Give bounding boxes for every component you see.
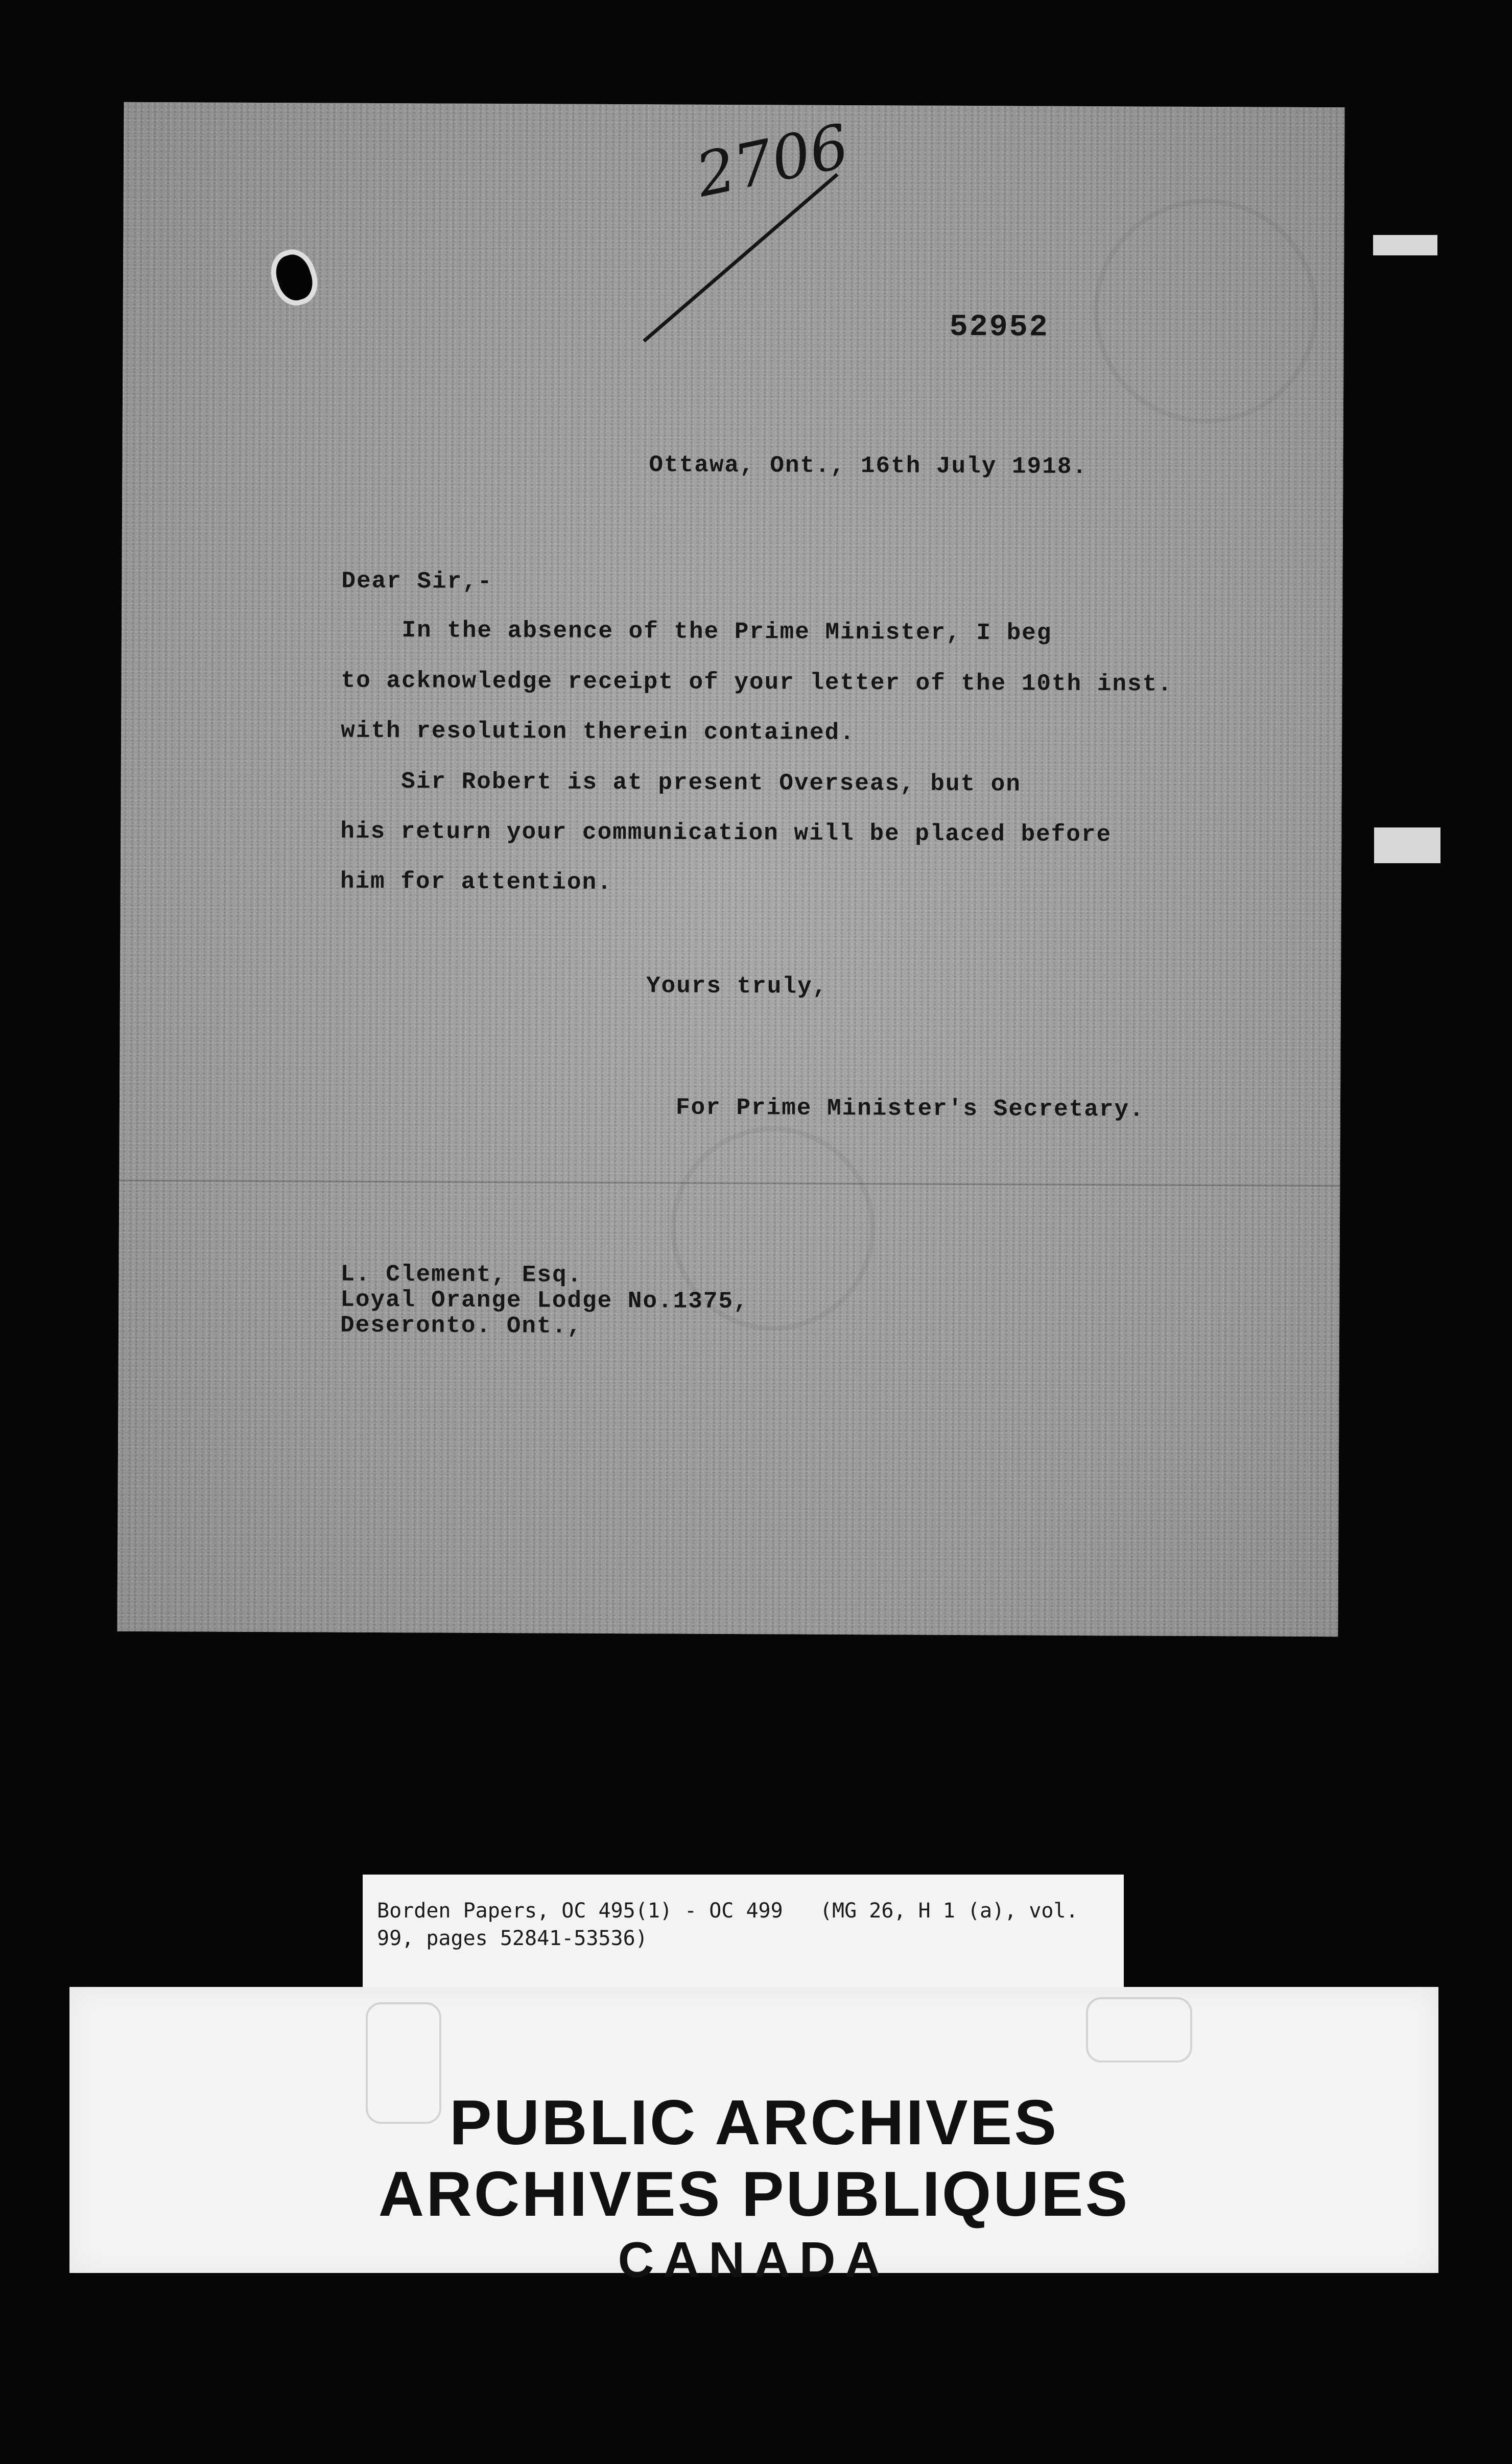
archive-card xyxy=(69,1987,1438,2288)
salutation: Dear Sir,- xyxy=(341,567,493,595)
tape-mark xyxy=(1373,235,1437,255)
reference-label xyxy=(363,1875,1124,1992)
body-line: Sir Robert is at present Overseas, but on xyxy=(340,768,1022,798)
body-line: his return your communication will be placed before xyxy=(340,818,1112,848)
punch-hole xyxy=(271,250,317,304)
letter-sheet xyxy=(117,102,1344,1637)
tape-mark xyxy=(1374,827,1440,863)
closing: Yours truly, xyxy=(646,973,828,1000)
body-line: In the absence of the Prime Minister, I beg xyxy=(341,617,1052,647)
body-line: with resolution therein contained. xyxy=(341,717,855,747)
archive-title-french: ARCHIVES PUBLIQUES xyxy=(378,2159,1130,2230)
torn-mark xyxy=(1086,1997,1192,2063)
reference-label-line: Borden Papers, OC 495(1) - OC 499 (MG 26, H 1 (a), vol. xyxy=(377,1899,1078,1923)
archive-title-english: PUBLIC ARCHIVES xyxy=(449,2088,1059,2158)
address-line: L. Clement, Esq. xyxy=(340,1261,583,1289)
faint-stamp-mark xyxy=(1093,198,1319,424)
body-line: to acknowledge receipt of your letter of the 10th inst. xyxy=(341,667,1173,698)
archive-country: CANADA xyxy=(618,2232,890,2288)
handwritten-file-number: 2706 xyxy=(690,110,855,211)
reference-label-line: 99, pages 52841-53536) xyxy=(377,1927,648,1950)
address-line: Deseronto. Ont., xyxy=(340,1312,582,1340)
address-line: Loyal Orange Lodge No.1375, xyxy=(340,1286,749,1315)
page-number: 52952 xyxy=(949,310,1049,345)
date-line: Ottawa, Ont., 16th July 1918. xyxy=(649,452,1088,481)
body-line: him for attention. xyxy=(340,868,612,896)
signature-line: For Prime Minister's Secretary. xyxy=(675,1094,1145,1123)
